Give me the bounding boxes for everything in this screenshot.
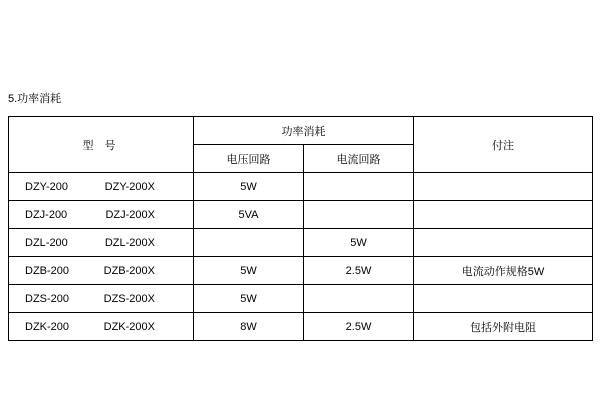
- cell-note: [414, 201, 593, 229]
- cell-current: 2.5W: [304, 257, 414, 285]
- model-code-primary: DZS-200: [25, 292, 70, 305]
- table-row: [9, 173, 593, 201]
- model-code-secondary: DZL-200X: [104, 236, 155, 249]
- header-voltage-circuit: 电压回路: [194, 145, 304, 173]
- cell-note: [414, 229, 593, 257]
- cell-model: [9, 285, 194, 313]
- cell-model: [9, 257, 194, 285]
- cell-model: [9, 173, 194, 201]
- model-code-primary: DZY-200: [25, 180, 69, 193]
- header-current-circuit: 电流回路: [304, 145, 414, 173]
- model-code-secondary: DZS-200X: [103, 292, 155, 305]
- model-code-primary: DZL-200: [25, 236, 68, 249]
- header-note: 付注: [414, 117, 593, 173]
- table-row: [9, 313, 593, 341]
- cell-model: [9, 201, 194, 229]
- cell-current: [304, 173, 414, 201]
- table-row: [9, 285, 593, 313]
- power-consumption-table: [8, 116, 593, 341]
- cell-voltage: [194, 229, 304, 257]
- cell-model: [9, 229, 194, 257]
- model-code-secondary: DZY-200X: [104, 180, 155, 193]
- model-code-secondary: DZJ-200X: [105, 208, 155, 221]
- table-row: [9, 229, 593, 257]
- model-code-primary: DZJ-200: [25, 208, 68, 221]
- cell-voltage: 5W: [194, 173, 304, 201]
- model-code-primary: DZB-200: [25, 264, 70, 277]
- cell-voltage: 5W: [194, 257, 304, 285]
- cell-note: [414, 285, 593, 313]
- table-row: [9, 257, 593, 285]
- model-code-secondary: DZB-200X: [103, 264, 155, 277]
- cell-note: 电流动作规格5W: [414, 257, 593, 285]
- header-model: 型 号: [9, 117, 194, 173]
- cell-voltage: 8W: [194, 313, 304, 341]
- cell-current: 5W: [304, 229, 414, 257]
- power-consumption-table-wrap: [8, 116, 592, 341]
- cell-current: 2.5W: [304, 313, 414, 341]
- header-power-consumption: 功率消耗: [194, 117, 414, 145]
- cell-note: 包括外附电阻: [414, 313, 593, 341]
- table-row: [9, 201, 593, 229]
- cell-note: [414, 173, 593, 201]
- cell-voltage: 5W: [194, 285, 304, 313]
- section-title: 5.功率消耗: [8, 93, 62, 105]
- cell-model: [9, 313, 194, 341]
- cell-current: [304, 201, 414, 229]
- cell-voltage: 5VA: [194, 201, 304, 229]
- model-code-secondary: DZK-200X: [103, 320, 155, 333]
- model-code-primary: DZK-200: [25, 320, 70, 333]
- cell-current: [304, 285, 414, 313]
- table-header-row-1: [9, 117, 593, 145]
